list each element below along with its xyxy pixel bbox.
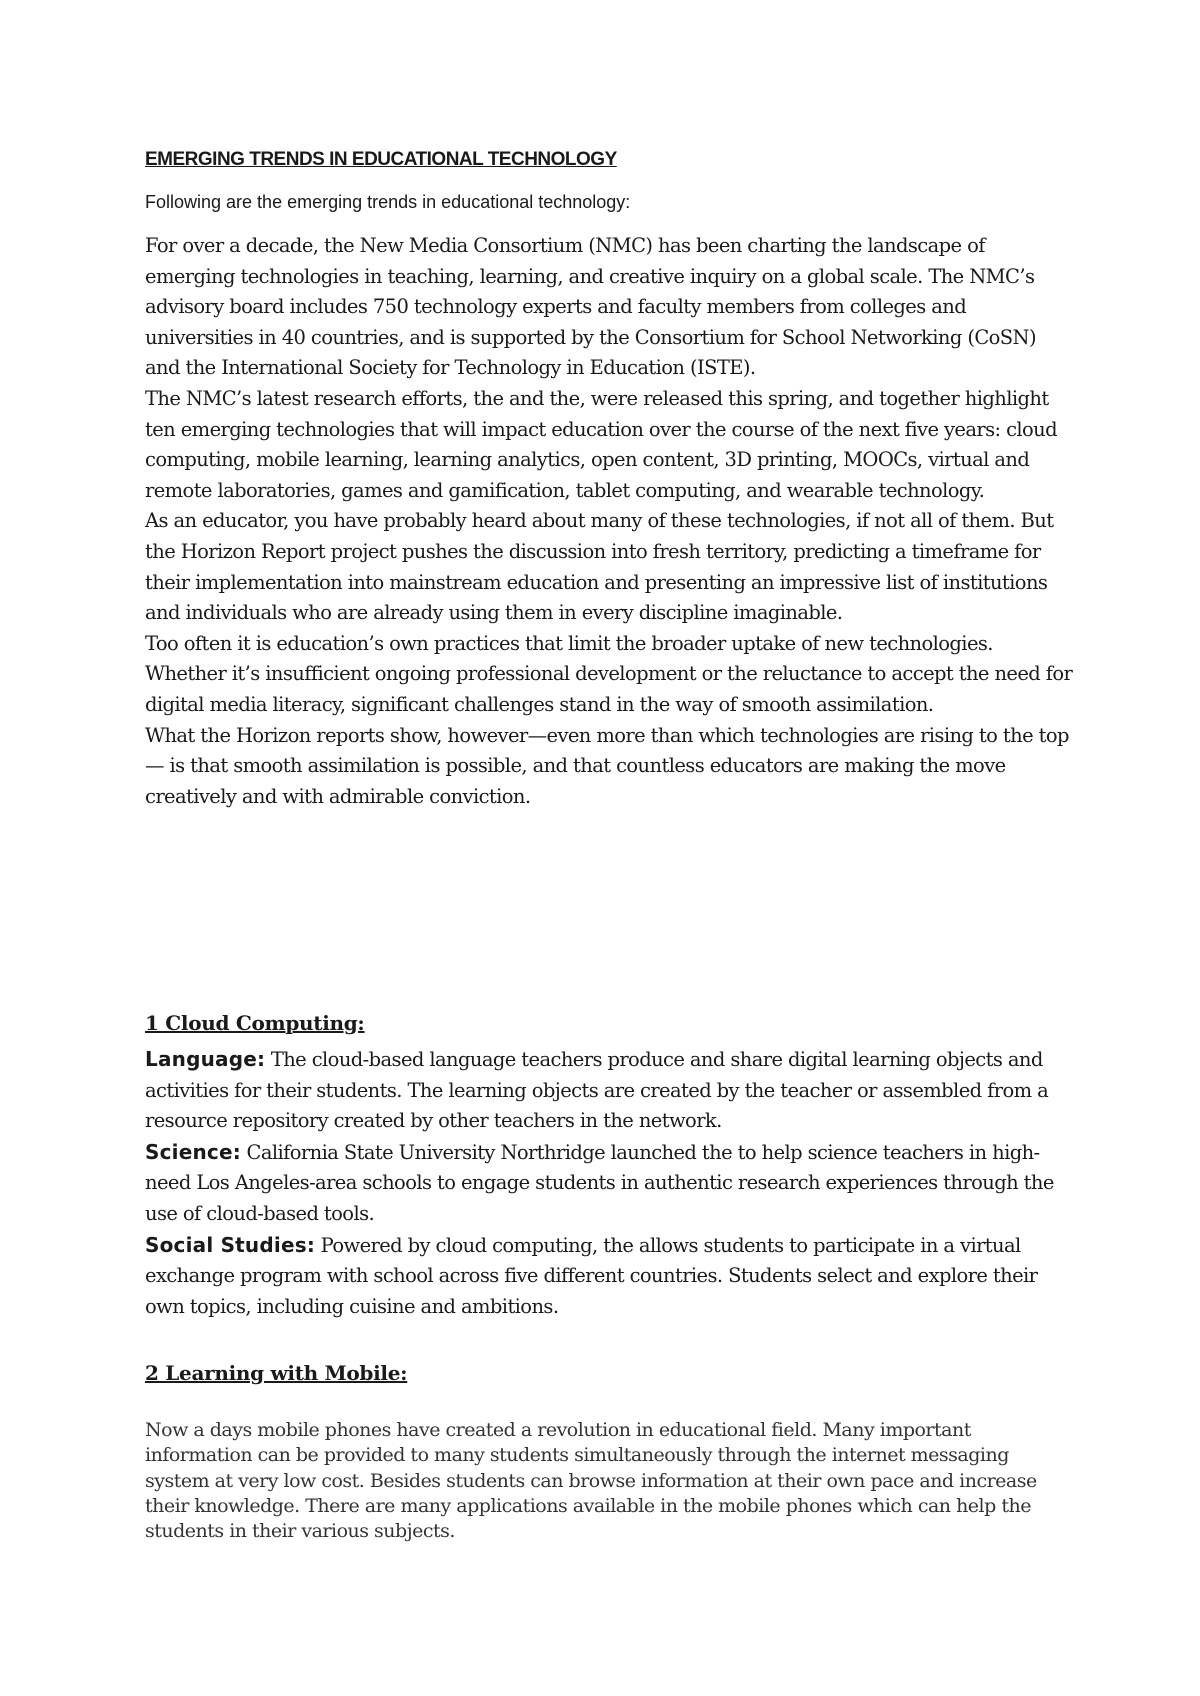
intro-paragraphs bbox=[145, 231, 1075, 812]
section-heading: 2 Learning with Mobile: bbox=[145, 1361, 408, 1385]
cloud-computing-section bbox=[145, 1008, 1075, 1322]
paragraph: What the Horizon reports show, however—even more than which technologies are rising to the top— is that smooth assimilation is possible, and that countless educators are making the move creatively and with admirable conviction. bbox=[145, 723, 1069, 808]
document-body bbox=[145, 145, 1075, 812]
entry-language bbox=[145, 1044, 1075, 1137]
document-intro: Following are the emerging trends in educational technology: bbox=[145, 192, 631, 212]
paragraph: For over a decade, the New Media Consortium (NMC) has been charting the landscape of emerging technologies in teaching, learning, and creative inquiry on a global scale. The NMC’s advisory board includes 750 technology experts and faculty members from colleges and universities in 40 countries, and is supported by the Consortium for School Networking (CoSN) and the International Society for Technology in Education (ISTE). bbox=[145, 234, 1037, 380]
paragraph: As an educator, you have probably heard about many of these technologies, if not all of them. But the Horizon Report project pushes the discussion into fresh territory, predicting a timeframe for their implementation into mainstream education and presenting an impressive list of institutions and individuals who are already using them in every discipline imaginable. bbox=[145, 509, 1054, 625]
entry-text: California State University Northridge launched the to help science teachers in high-need Los Angeles-area schools to engage students in authentic research experiences through the use of cloud-based tools. bbox=[145, 1140, 1054, 1225]
paragraph: Too often it is education’s own practices that limit the broader uptake of new technologies. Whether it’s insufficient ongoing professional development or the reluctance to accept the need for digital media literacy, significant challenges stand in the way of smooth assimilation. bbox=[145, 631, 1073, 716]
document-title: EMERGING TRENDS IN EDUCATIONAL TECHNOLOGY bbox=[145, 149, 617, 170]
entry-label: Language: bbox=[145, 1047, 266, 1071]
cloud-entries bbox=[145, 1044, 1075, 1322]
mobile-learning-section bbox=[145, 1358, 1075, 1544]
section-heading: 1 Cloud Computing: bbox=[145, 1011, 365, 1035]
entry-label: Science: bbox=[145, 1139, 241, 1164]
entry-text: The cloud-based language teachers produce and share digital learning objects and activities for their students. The learning objects are created by the teacher or assembled from a resource repository created by other teachers in the network. bbox=[145, 1048, 1049, 1133]
entry-social-studies bbox=[145, 1230, 1075, 1323]
section-paragraph: Now a days mobile phones have created a revolution in educational field. Many important information can be provided to many students simultaneously through the internet messaging system at very low cost. Besides students can browse information at their own pace and increase their knowledge. There are many applications available in the mobile phones which can help the students in their various subjects. bbox=[145, 1419, 1037, 1543]
entry-text: Powered by cloud computing, the allows students to participate in a virtual exchange program with school across five different countries. Students select and explore their own topics, including cuisine and ambitions. bbox=[145, 1233, 1038, 1318]
entry-science bbox=[145, 1137, 1075, 1230]
entry-label: Social Studies: bbox=[145, 1232, 316, 1257]
paragraph: The NMC’s latest research efforts, the and the, were released this spring, and together highlight ten emerging technologies that will impact education over the course of the next five years: cloud computing, mobile learning, learning analytics, open content, 3D printing, MOOCs, virtual and remote laboratories, games and gamification, tablet computing, and wearable technology. bbox=[145, 386, 1058, 502]
